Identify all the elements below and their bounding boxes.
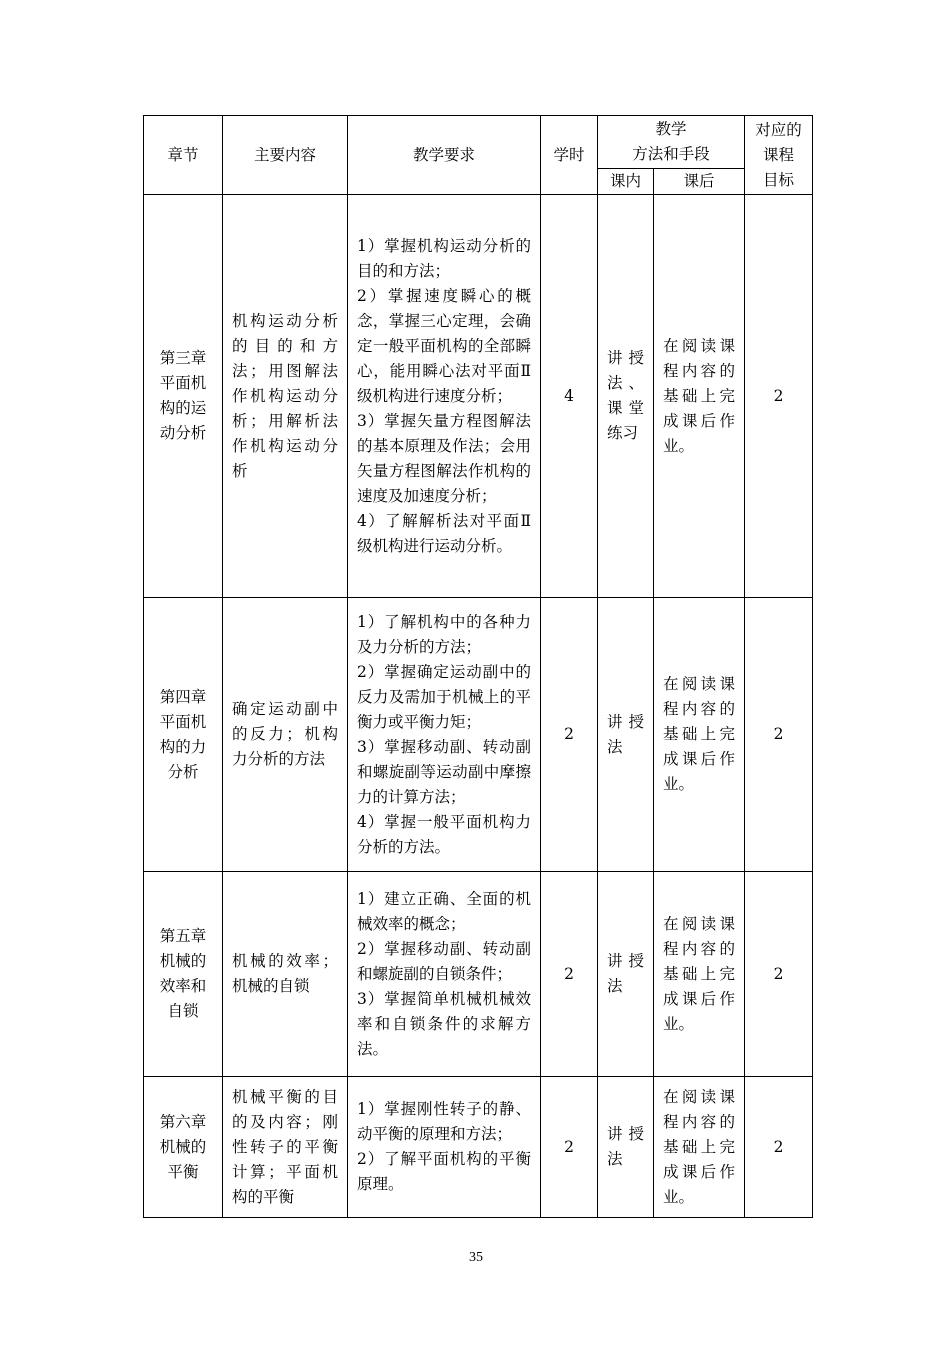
requirement-item: 4）掌握一般平面机构力分析的方法。 <box>357 812 531 856</box>
in-class-cell: 讲授法 <box>598 1077 654 1218</box>
chapter-cell: 第五章 机械的 效率和 自锁 <box>144 872 223 1077</box>
objective-cell: 2 <box>745 195 813 598</box>
header-methods: 教学 方法和手段 <box>598 116 745 169</box>
requirement-item: 1）掌握机构运动分析的目的和方法； <box>357 236 531 280</box>
hours-cell: 4 <box>541 195 598 598</box>
header-requirements: 教学要求 <box>348 116 541 195</box>
hours-cell: 2 <box>541 1077 598 1218</box>
requirements-cell <box>348 195 541 598</box>
requirement-item: 1）掌握刚性转子的静、动平衡的原理和方法； <box>357 1100 531 1143</box>
chapter-cell: 第三章 平面机 构的运 动分析 <box>144 195 223 598</box>
in-class-cell: 讲授法 <box>598 872 654 1077</box>
chapter-cell: 第四章 平面机 构的力 分析 <box>144 598 223 872</box>
hours-cell: 2 <box>541 598 598 872</box>
table-row <box>144 598 813 872</box>
syllabus-table <box>143 115 813 1218</box>
page-number: 35 <box>469 1250 483 1265</box>
requirement-item: 3）掌握矢量方程图解法的基本原理及作法；会用矢量方程图解法作机构的速度及加速度分析； <box>357 411 531 505</box>
in-class-cell: 讲授法 <box>598 598 654 872</box>
content-cell: 机械平衡的目的及内容；刚性转子的平衡计算；平面机构的平衡 <box>223 1077 348 1218</box>
chapter-cell: 第六章 机械的 平衡 <box>144 1077 223 1218</box>
content-cell: 机构运动分析的目的和方法；用图解法作机构运动分析；用解析法作机构运动分析 <box>223 195 348 598</box>
requirement-item: 3）掌握移动副、转动副和螺旋副等运动副中摩擦力的计算方法； <box>357 737 531 806</box>
requirement-item: 4）了解解析法对平面Ⅱ级机构进行运动分析。 <box>357 511 531 555</box>
requirement-item: 2）掌握速度瞬心的概念，掌握三心定理，会确定一般平面机构的全部瞬心，能用瞬心法对平面Ⅱ级机构进行速度分析； <box>357 286 531 405</box>
content-cell: 确定运动副中的反力；机构力分析的方法 <box>223 598 348 872</box>
content-cell: 机械的效率；机械的自锁 <box>223 872 348 1077</box>
after-class-cell: 在阅读课程内容的基础上完成课后作业。 <box>654 1077 745 1218</box>
requirement-item: 3）掌握简单机械机械效率和自锁条件的求解方法。 <box>357 989 531 1058</box>
in-class-cell: 讲授法、课堂练习 <box>598 195 654 598</box>
requirement-item: 1）建立正确、全面的机械效率的概念； <box>357 889 531 933</box>
requirements-cell <box>348 872 541 1077</box>
header-in-class: 课内 <box>598 169 654 195</box>
requirements-cell <box>348 1077 541 1218</box>
header-hours: 学时 <box>541 116 598 195</box>
header-chapter: 章节 <box>144 116 223 195</box>
header-content: 主要内容 <box>223 116 348 195</box>
requirements-cell <box>348 598 541 872</box>
requirement-item: 2）掌握确定运动副中的反力及需加于机械上的平衡力或平衡力矩； <box>357 662 531 731</box>
objective-cell: 2 <box>745 598 813 872</box>
after-class-cell: 在阅读课程内容的基础上完成课后作业。 <box>654 195 745 598</box>
after-class-cell: 在阅读课程内容的基础上完成课后作业。 <box>654 598 745 872</box>
table-row <box>144 872 813 1077</box>
requirement-item: 2）掌握移动副、转动副和螺旋副的自锁条件； <box>357 939 531 983</box>
table-row <box>144 195 813 598</box>
requirement-item: 2）了解平面机构的平衡原理。 <box>357 1150 531 1193</box>
header-row <box>144 116 813 169</box>
objective-cell: 2 <box>745 872 813 1077</box>
header-after-class: 课后 <box>654 169 745 195</box>
table-row <box>144 1077 813 1218</box>
after-class-cell: 在阅读课程内容的基础上完成课后作业。 <box>654 872 745 1077</box>
hours-cell: 2 <box>541 872 598 1077</box>
requirement-item: 1）了解机构中的各种力及力分析的方法； <box>357 612 531 656</box>
objective-cell: 2 <box>745 1077 813 1218</box>
header-objective: 对应的 课程 目标 <box>745 116 813 195</box>
